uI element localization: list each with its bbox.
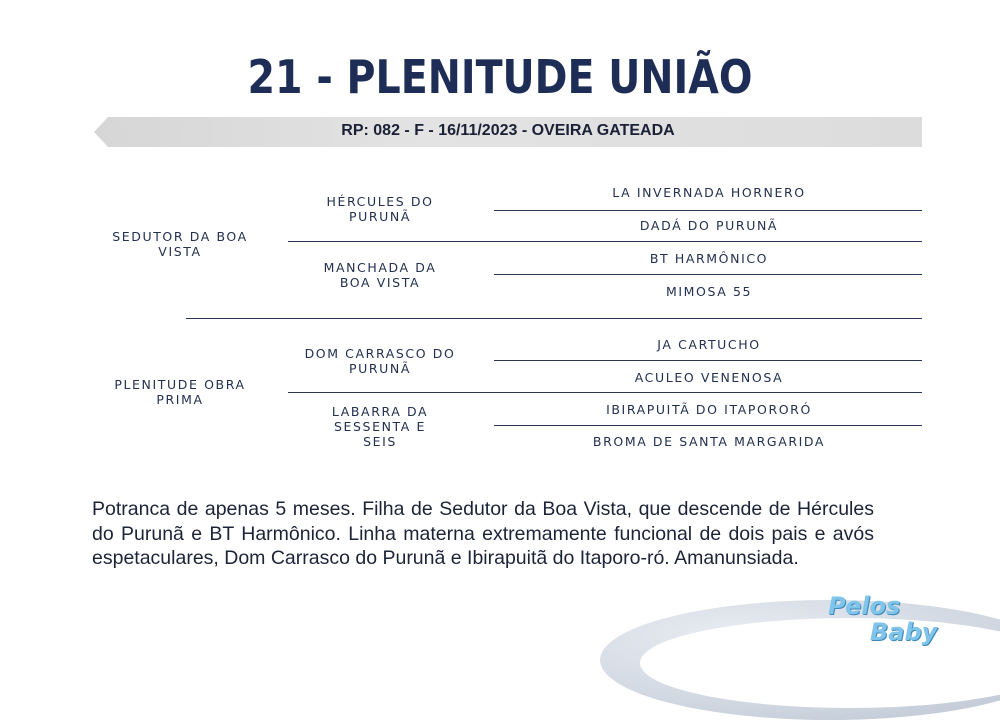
great-grandparent-name: BROMA DE SANTA MARGARIDA xyxy=(592,434,826,449)
pelos-baby-logo: Pelos Baby xyxy=(828,592,938,646)
great-grandparent-name: ACULEO VENENOSA xyxy=(634,370,784,385)
sire-sire-name: HÉRCULES DO PURUNÃ xyxy=(326,194,434,224)
description-text: Potranca de apenas 5 meses. Filha de Sedutor da Boa Vista, que descende de Hércules do Purunã e BT Harmônico. Linha materna extremamente funcional de dois pais e avós espetaculares, Dom Carrasco do Purunã e Ibirapuitã do Itaporo-ró. Amanunsiada. xyxy=(92,498,874,569)
dam-dam-name: LABARRA DA SESSENTA E SEIS xyxy=(331,404,429,449)
great-grandparent-name: DADÁ DO PURUNÃ xyxy=(639,218,779,233)
dam-name: PLENITUDE OBRA PRIMA xyxy=(114,377,246,407)
divider-line xyxy=(494,274,922,275)
divider-line xyxy=(494,425,922,426)
divider-line xyxy=(494,360,922,361)
registration-info: RP: 082 - F - 16/11/2023 - OVEIRA GATEADA xyxy=(341,122,675,139)
great-grandparent-name: LA INVERNADA HORNERO xyxy=(612,185,806,200)
great-grandparent-name: JA CARTUCHO xyxy=(657,337,761,352)
page-title: 21 - PLENITUDE UNIÃO xyxy=(247,50,753,104)
sire-dam-name: MANCHADA DA BOA VISTA xyxy=(323,260,437,290)
great-grandparent-name: IBIRAPUITÃ DO ITAPORORÓ xyxy=(606,402,812,417)
great-grandparent-name: MIMOSA 55 xyxy=(665,284,753,299)
divider-line xyxy=(494,210,922,211)
dam-sire-name: DOM CARRASCO DO PURUNÃ xyxy=(304,346,456,376)
sire-name: SEDUTOR DA BOA VISTA xyxy=(112,229,248,259)
divider-line xyxy=(186,318,922,319)
divider-line xyxy=(288,392,922,393)
divider-line xyxy=(288,241,922,242)
great-grandparent-name: BT HARMÔNICO xyxy=(649,251,769,266)
